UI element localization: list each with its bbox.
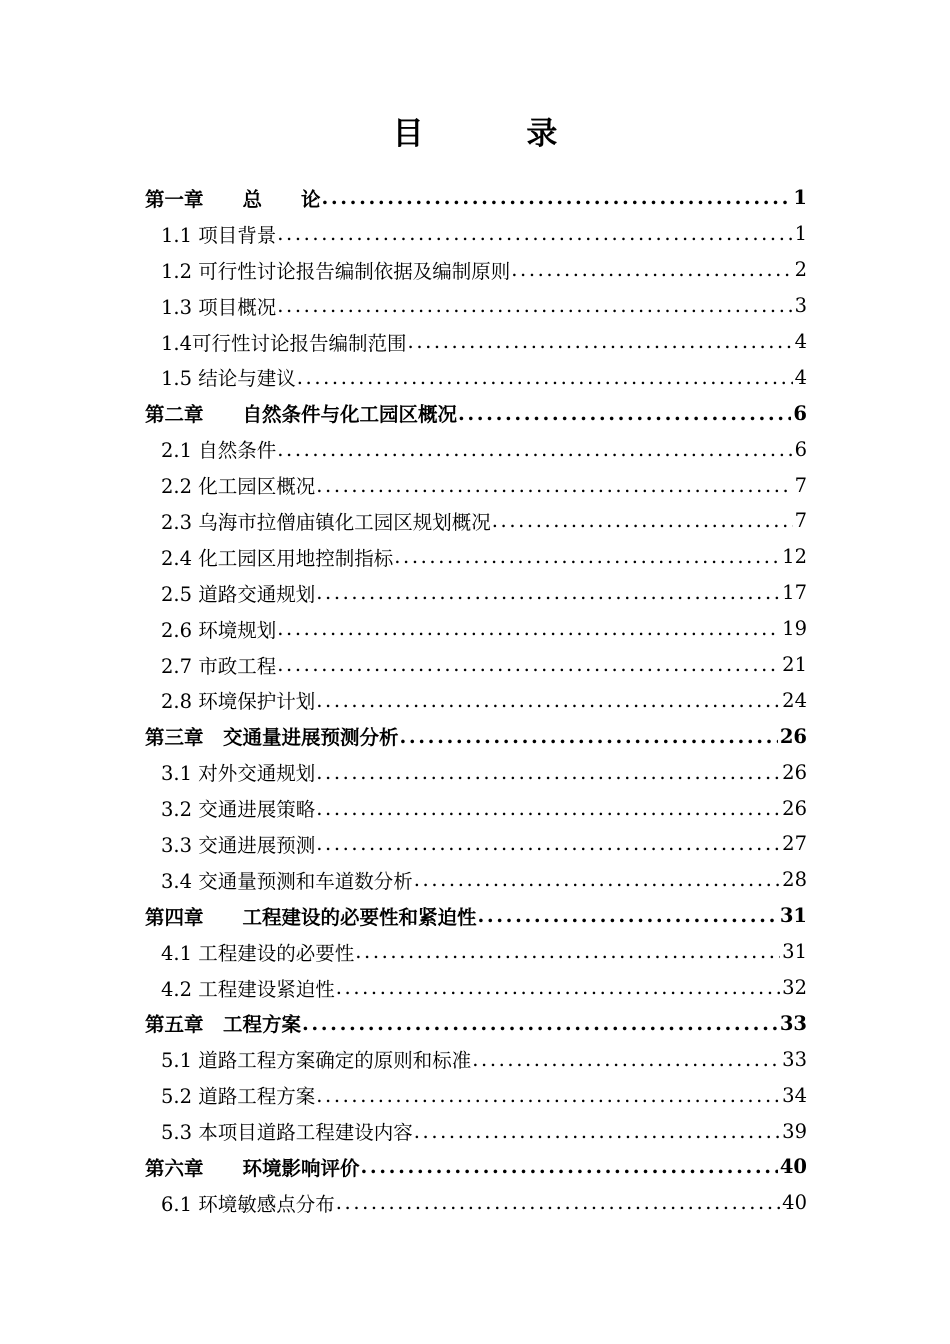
toc-page-number: 6 xyxy=(794,437,807,461)
toc-entry-title: 2.4 化工园区用地控制指标 xyxy=(161,546,394,570)
toc-entry-title: 3.3 交通进展预测 xyxy=(161,833,316,857)
toc-page-number: 4 xyxy=(794,365,807,389)
dot-leader xyxy=(277,653,780,676)
dot-leader xyxy=(322,186,792,209)
dot-leader xyxy=(316,761,780,784)
toc-page-number: 26 xyxy=(782,760,807,784)
toc-section-row[interactable] xyxy=(145,467,807,503)
toc-page-number: 21 xyxy=(782,653,807,677)
toc-section-row[interactable] xyxy=(145,539,807,575)
toc-chapter-row[interactable] xyxy=(145,1005,807,1041)
dot-leader xyxy=(458,402,791,425)
dot-leader xyxy=(316,1084,780,1107)
toc-section-row[interactable] xyxy=(145,1113,807,1149)
toc-section-row[interactable] xyxy=(145,324,807,360)
toc-page-number: 7 xyxy=(794,473,807,497)
page-title: 目 录 xyxy=(392,116,604,152)
dot-leader xyxy=(277,617,780,640)
dot-leader xyxy=(336,976,780,999)
dot-leader xyxy=(492,509,793,532)
toc-page-number: 33 xyxy=(782,1047,807,1071)
toc-chapter-row[interactable] xyxy=(145,1149,807,1185)
toc-section-row[interactable] xyxy=(145,1041,807,1077)
toc-section-row[interactable] xyxy=(145,934,807,970)
dot-leader xyxy=(316,832,780,855)
toc-page-number: 7 xyxy=(794,509,807,533)
toc-page-number: 26 xyxy=(779,724,807,748)
toc-section-row[interactable] xyxy=(145,359,807,395)
toc-chapter-row[interactable] xyxy=(145,718,807,754)
toc-page-number: 3 xyxy=(794,294,807,318)
toc-page-number: 31 xyxy=(779,904,807,928)
dot-leader xyxy=(316,474,792,497)
toc-chapter-row[interactable] xyxy=(145,898,807,934)
toc-page-number: 40 xyxy=(782,1191,807,1215)
toc-entry-title: 3.4 交通量预测和车道数分析 xyxy=(161,869,413,893)
dot-leader xyxy=(414,1120,780,1143)
dot-leader xyxy=(316,689,780,712)
toc-page-number: 27 xyxy=(782,832,807,856)
toc-entry-title: 第二章 自然条件与化工园区概况 xyxy=(145,403,458,427)
toc-section-row[interactable] xyxy=(145,1185,807,1221)
toc-entry-title: 2.7 市政工程 xyxy=(161,654,277,678)
dot-leader xyxy=(277,222,792,245)
toc-section-row[interactable] xyxy=(145,575,807,611)
toc-page-number: 19 xyxy=(782,617,807,641)
toc-page-number: 1 xyxy=(794,222,807,246)
toc-entry-title: 4.1 工程建设的必要性 xyxy=(161,941,355,965)
toc-entry-title: 5.2 道路工程方案 xyxy=(161,1085,316,1109)
toc-page-number: 17 xyxy=(782,581,807,605)
dot-leader xyxy=(400,725,778,748)
toc-page-number: 24 xyxy=(782,688,807,712)
dot-leader xyxy=(355,940,780,963)
toc-section-row[interactable] xyxy=(145,754,807,790)
dot-leader xyxy=(511,258,792,281)
dot-leader xyxy=(414,868,780,891)
toc-entry-title: 2.2 化工园区概况 xyxy=(161,475,316,499)
toc-section-row[interactable] xyxy=(145,970,807,1006)
toc-section-row[interactable] xyxy=(145,862,807,898)
toc-page-number: 40 xyxy=(779,1155,807,1179)
dot-leader xyxy=(394,545,780,568)
toc-page-number: 4 xyxy=(794,330,807,353)
toc-section-row[interactable] xyxy=(145,431,807,467)
toc-entry-title: 5.3 本项目道路工程建设内容 xyxy=(161,1121,413,1145)
toc-section-row[interactable] xyxy=(145,826,807,862)
toc-section-row[interactable] xyxy=(145,1077,807,1113)
dot-leader xyxy=(277,294,792,317)
toc-chapter-row[interactable] xyxy=(145,180,807,216)
toc-entry-title: 3.1 对外交通规划 xyxy=(161,762,316,786)
toc-entry-title: 2.1 自然条件 xyxy=(161,439,277,463)
toc-entry-title: 4.2 工程建设紧迫性 xyxy=(161,977,335,1001)
toc-entry-title: 第六章 环境影响评价 xyxy=(145,1156,360,1180)
dot-leader xyxy=(316,581,780,604)
dot-leader xyxy=(336,1191,780,1214)
toc-page-number: 34 xyxy=(782,1083,807,1107)
toc-entry-title: 2.5 道路交通规划 xyxy=(161,582,316,606)
toc-section-row[interactable] xyxy=(145,252,807,288)
toc-page-number: 28 xyxy=(782,868,807,892)
toc-page-number: 26 xyxy=(782,796,807,820)
toc-entry-title: 6.1 环境敏感点分布 xyxy=(161,1192,335,1216)
dot-leader xyxy=(302,1012,778,1035)
toc-entry-title: 1.5 结论与建议 xyxy=(161,367,296,391)
toc-entry-title: 2.3 乌海市拉僧庙镇化工园区规划概况 xyxy=(161,510,491,534)
toc-page-number: 2 xyxy=(794,258,807,282)
toc-page-number: 12 xyxy=(782,545,807,569)
toc-page-number: 1 xyxy=(793,186,807,210)
toc-section-row[interactable] xyxy=(145,503,807,539)
toc-section-row[interactable] xyxy=(145,790,807,826)
toc-entry-title: 2.8 环境保护计划 xyxy=(161,690,316,714)
toc-entry-title: 5.1 道路工程方案确定的原则和标准 xyxy=(161,1049,472,1073)
toc-section-row[interactable] xyxy=(145,611,807,647)
dot-leader xyxy=(478,904,778,927)
toc-entry-title: 第四章 工程建设的必要性和紧迫性 xyxy=(145,905,477,929)
toc-page-number: 31 xyxy=(782,940,807,964)
dot-leader xyxy=(277,438,792,461)
dot-leader xyxy=(361,1155,778,1178)
toc-section-row[interactable] xyxy=(145,647,807,683)
dot-leader xyxy=(472,1048,780,1071)
dot-leader xyxy=(408,330,793,353)
toc-page-number: 33 xyxy=(779,1011,807,1035)
toc-entry-title: 1.3 项目概况 xyxy=(161,295,277,319)
toc-page-number: 39 xyxy=(782,1119,807,1143)
toc-entry-title: 1.2 可行性讨论报告编制依据及编制原则 xyxy=(161,259,511,283)
toc-page-number: 6 xyxy=(793,401,807,425)
toc-section-row[interactable] xyxy=(145,288,807,324)
toc-entry-title: 第三章 交通量进展预测分析 xyxy=(145,726,399,750)
toc-chapter-row[interactable] xyxy=(145,395,807,431)
toc-entry-title: 3.2 交通进展策略 xyxy=(161,798,316,822)
toc-entry-title: 1.1 项目背景 xyxy=(161,223,277,247)
toc-entry-title: 1.4可行性讨论报告编制范围 xyxy=(161,331,407,355)
toc-section-row[interactable] xyxy=(145,682,807,718)
toc-entry-title: 第一章 总 论 xyxy=(145,187,321,211)
toc-entry-title: 2.6 环境规划 xyxy=(161,618,277,642)
dot-leader xyxy=(316,797,780,820)
toc-entry-title: 第五章 工程方案 xyxy=(145,1013,302,1037)
toc-section-row[interactable] xyxy=(145,216,807,252)
toc-page-number: 32 xyxy=(782,976,807,1000)
dot-leader xyxy=(297,366,793,389)
table-of-contents xyxy=(145,180,807,1221)
